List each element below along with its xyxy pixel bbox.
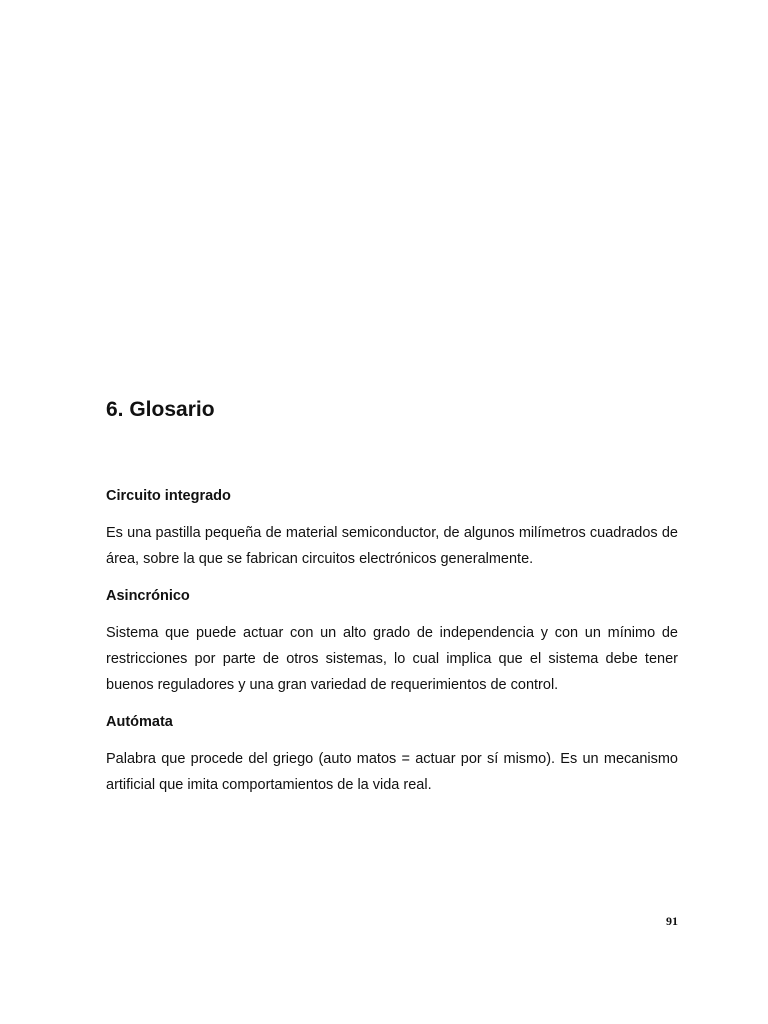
glossary-content [106,484,678,810]
glossary-term: Circuito integrado [106,488,231,504]
glossary-definition: Es una pastilla pequeña de material semiconductor, de algunos milímetros cuadrados de área, sobre la que se fabrican circuitos electrónicos generalmente. [106,525,678,567]
page-number: 91 [666,914,678,928]
glossary-entry [106,710,678,798]
glossary-definition: Palabra que procede del griego (auto matos = actuar por sí mismo). Es un mecanismo artificial que imita comportamientos de la vida real. [106,751,678,793]
glossary-definition: Sistema que puede actuar con un alto grado de independencia y con un mínimo de restricciones por parte de otros sistemas, lo cual implica que el sistema debe tener buenos reguladores y una gran variedad de requerimientos de control. [106,625,678,693]
glossary-term: Autómata [106,714,173,730]
glossary-entry [106,484,678,572]
glossary-term: Asincrónico [106,588,190,604]
chapter-title: 6. Glosario [106,398,215,421]
glossary-entry [106,584,678,698]
